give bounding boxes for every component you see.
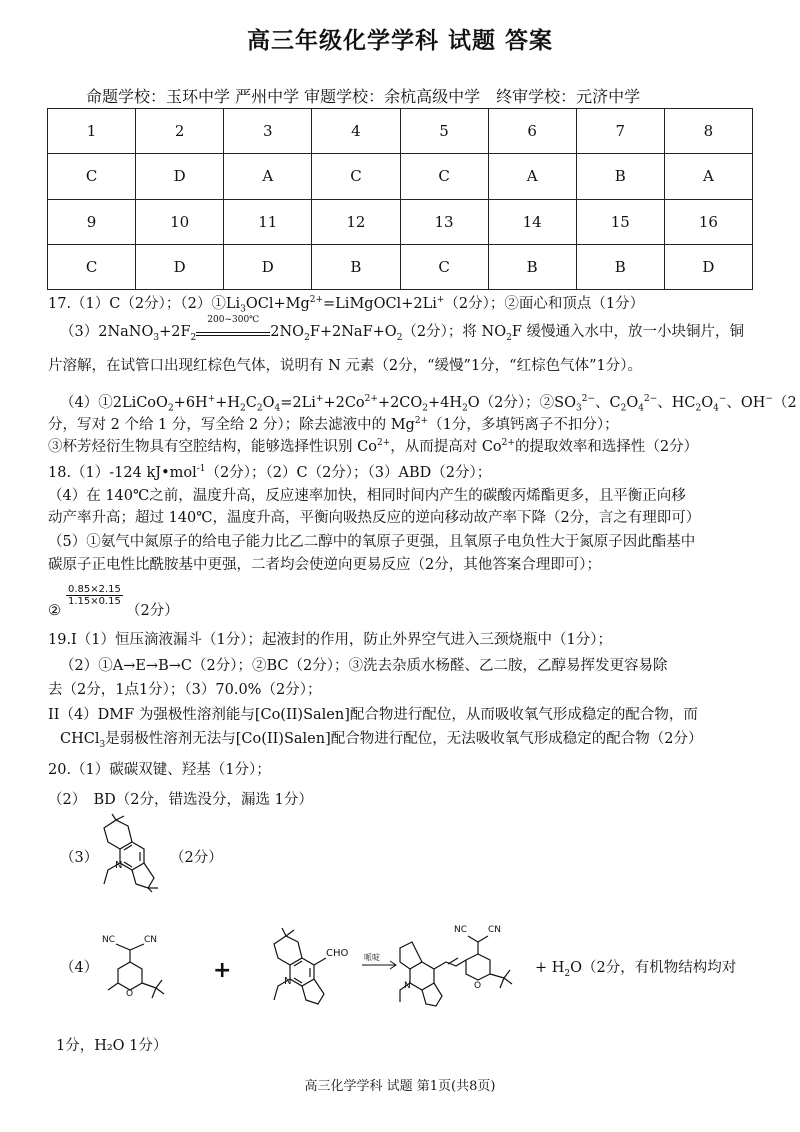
q20-line-2: （2） BD（2分，错选没分，漏选 1分） bbox=[48, 792, 313, 808]
q18-line-6-mark: ② bbox=[48, 603, 61, 619]
q20-line-1: 20.（1）碳碳双键、羟基（1分）； bbox=[48, 762, 271, 778]
table-cell: B bbox=[576, 154, 664, 199]
table-cell: C bbox=[48, 244, 136, 289]
julolidine-aldehyde-structure bbox=[258, 924, 358, 1014]
table-cell: D bbox=[136, 154, 224, 199]
q19-line-1: 19.I（1）恒压滴液漏斗（1分）；起液封的作用，防止外界空气进入三颈烧瓶中（1分）； bbox=[48, 632, 612, 648]
q19-line-2: （2）①A→E→B→C（2分）；②BC（2分）；③洗去杂质水杨醛、乙二胺，乙醇易挥发更容易除 bbox=[60, 658, 668, 674]
table-cell: 7 bbox=[576, 109, 664, 154]
q19-line-3: 去（2分，1点1分）；（3）70.0%（2分）； bbox=[48, 682, 322, 698]
table-cell: 3 bbox=[224, 109, 312, 154]
atom-nc-label: NC bbox=[454, 925, 468, 935]
q20-line-3-score: （2分） bbox=[170, 850, 223, 866]
table-cell: 9 bbox=[48, 199, 136, 244]
table-cell: 1 bbox=[48, 109, 136, 154]
pyranylidene-malononitrile-structure bbox=[100, 930, 180, 1010]
table-cell: 16 bbox=[664, 199, 752, 244]
q18-line-5: 碳原子正电性比酰胺基中更强，二者均会使逆向更易反应（2分，其他答案合理即可）； bbox=[48, 557, 601, 573]
table-cell: D bbox=[664, 244, 752, 289]
atom-o-label: O bbox=[126, 989, 134, 999]
table-cell: 4 bbox=[312, 109, 400, 154]
reaction-condition-arrow: 200~300℃ bbox=[196, 323, 270, 336]
atom-nc-label: NC bbox=[102, 935, 116, 945]
atom-n-label: N bbox=[284, 976, 292, 987]
atom-o-label: O bbox=[474, 981, 482, 991]
table-cell: A bbox=[664, 154, 752, 199]
q20-line-4-tail: + $H_2O(2$分，有机物结构均对 bbox=[535, 960, 737, 979]
table-cell: C bbox=[400, 244, 488, 289]
atom-n-label: N bbox=[115, 860, 123, 871]
atom-cho-label: CHO bbox=[326, 948, 349, 959]
table-cell: B bbox=[312, 244, 400, 289]
reaction-arrow bbox=[360, 952, 400, 972]
q17-line-4: $(4)①2LiCoO_2+6H^++H_2C_2O_4=2Li^++2Co^{2+}+2CO_2+4H_2O(2$分）；$②SO_3^{2-}$、$C_2O_4^{2-}$、$HC_2O_4^-$、OH−（2 bbox=[60, 394, 797, 414]
q20-line-4-label: （4） bbox=[60, 960, 99, 976]
q18-line-4: （5）①氨气中氮原子的给电子能力比乙二醇中的氧原子更强，且氧原子电负性大于氮原子因此酯基中 bbox=[48, 534, 696, 550]
q20-line-5: 1分，H₂O 1分） bbox=[56, 1038, 168, 1054]
table-cell: C bbox=[400, 154, 488, 199]
table-cell: 5 bbox=[400, 109, 488, 154]
q20-line-3-label: （3） bbox=[60, 850, 99, 866]
reagent-label: 哌啶 bbox=[364, 953, 380, 962]
table-cell: 14 bbox=[488, 199, 576, 244]
page-title: 高三年级化学学科 试题 答案 bbox=[246, 28, 553, 54]
q17-line-6: ③杯芳烃衍生物具有空腔结构，能够选择性识别 $Co^{2+}$，从而提高对 $Co^{2+}$的提取效率和选择性（2分） bbox=[48, 438, 699, 455]
table-cell: C bbox=[312, 154, 400, 199]
table-cell: 13 bbox=[400, 199, 488, 244]
table-cell: D bbox=[136, 244, 224, 289]
q19-line-4: II（4）DMF 为强极性溶剂能与[Co(II)Salen]配合物进行配位，从而吸收氧气形成稳定的配合物，而 bbox=[48, 707, 698, 723]
table-cell: D bbox=[224, 244, 312, 289]
q17-line-5: 分，写对 2 个给 1 分，写全给 2 分）；除去滤液中的 $Mg^{2+}(1$分，多填钙离子不扣分）； bbox=[48, 416, 619, 433]
atom-cn-label: CN bbox=[144, 935, 158, 945]
table-cell: 11 bbox=[224, 199, 312, 244]
table-cell: A bbox=[488, 154, 576, 199]
table-row bbox=[48, 199, 753, 244]
table-cell: 15 bbox=[576, 199, 664, 244]
q19-line-5: CHCl$_3$是弱极性溶剂无法与[Co(II)Salen]配合物进行配位，无法吸收氧气形成稳定的配合物（2分） bbox=[60, 731, 703, 750]
q18-line-2: （4）在 140℃之前，温度升高，反应速率加快，相同时间内产生的碳酸丙烯酯更多，且平衡正向移 bbox=[48, 488, 686, 504]
answer-table bbox=[47, 108, 753, 290]
table-cell: 10 bbox=[136, 199, 224, 244]
table-row bbox=[48, 154, 753, 199]
q18-line-1: 18.（1）-124 kJ•mol$^{-1}$（2分）；（2）C（2分）；（3）ABD（2分）； bbox=[48, 464, 492, 481]
table-cell: 8 bbox=[664, 109, 752, 154]
q17-line-2: $(3)2NaNO_3+2F_2$ 200~300℃ $2NO_2F+2NaF+O_2(2$分）；将 $NO_2F$ 缓慢通入水中，放一小块铜片，铜 bbox=[60, 315, 744, 343]
table-cell: C bbox=[48, 154, 136, 199]
table-cell: B bbox=[576, 244, 664, 289]
q17-line-3: 片溶解，在试管口出现红棕色气体，说明有 N 元素（2分，“缓慢”1分，“红棕色气体”1分）。 bbox=[48, 358, 642, 374]
atom-n-label: N bbox=[404, 981, 411, 991]
page-footer: 高三化学学科 试题 第1页(共8页) bbox=[304, 1079, 496, 1094]
table-cell: 12 bbox=[312, 199, 400, 244]
q18-line-6-score: （2分） bbox=[126, 603, 179, 619]
table-cell: B bbox=[488, 244, 576, 289]
q18-line-3: 动产率升高；超过 140℃，温度升高，平衡向吸热反应的逆向移动故产率下降（2分，言之有理即可） bbox=[48, 510, 701, 526]
plus-sign: + bbox=[213, 958, 232, 983]
julolidine-structure bbox=[92, 812, 172, 894]
q17-line-1: 17.（1）C（2分）；$(2)①Li_3OCl+Mg^{2+}=LiMgOCl+2Li^+(2$分）；②面心和顶点（1分） bbox=[48, 295, 645, 315]
atom-cn-label: CN bbox=[488, 925, 502, 935]
school-info: 命题学校：玉环中学 严州中学 审题学校：余杭高级中学 终审学校：元济中学 bbox=[86, 87, 641, 106]
table-cell: A bbox=[224, 154, 312, 199]
table-cell: 2 bbox=[136, 109, 224, 154]
table-row bbox=[48, 244, 753, 289]
ratio-fraction: $\frac{0.85\times 2.15}{1.15\times 0.15}$ bbox=[68, 584, 121, 607]
table-cell: 6 bbox=[488, 109, 576, 154]
table-row bbox=[48, 109, 753, 154]
product-dye-structure bbox=[396, 918, 526, 1018]
